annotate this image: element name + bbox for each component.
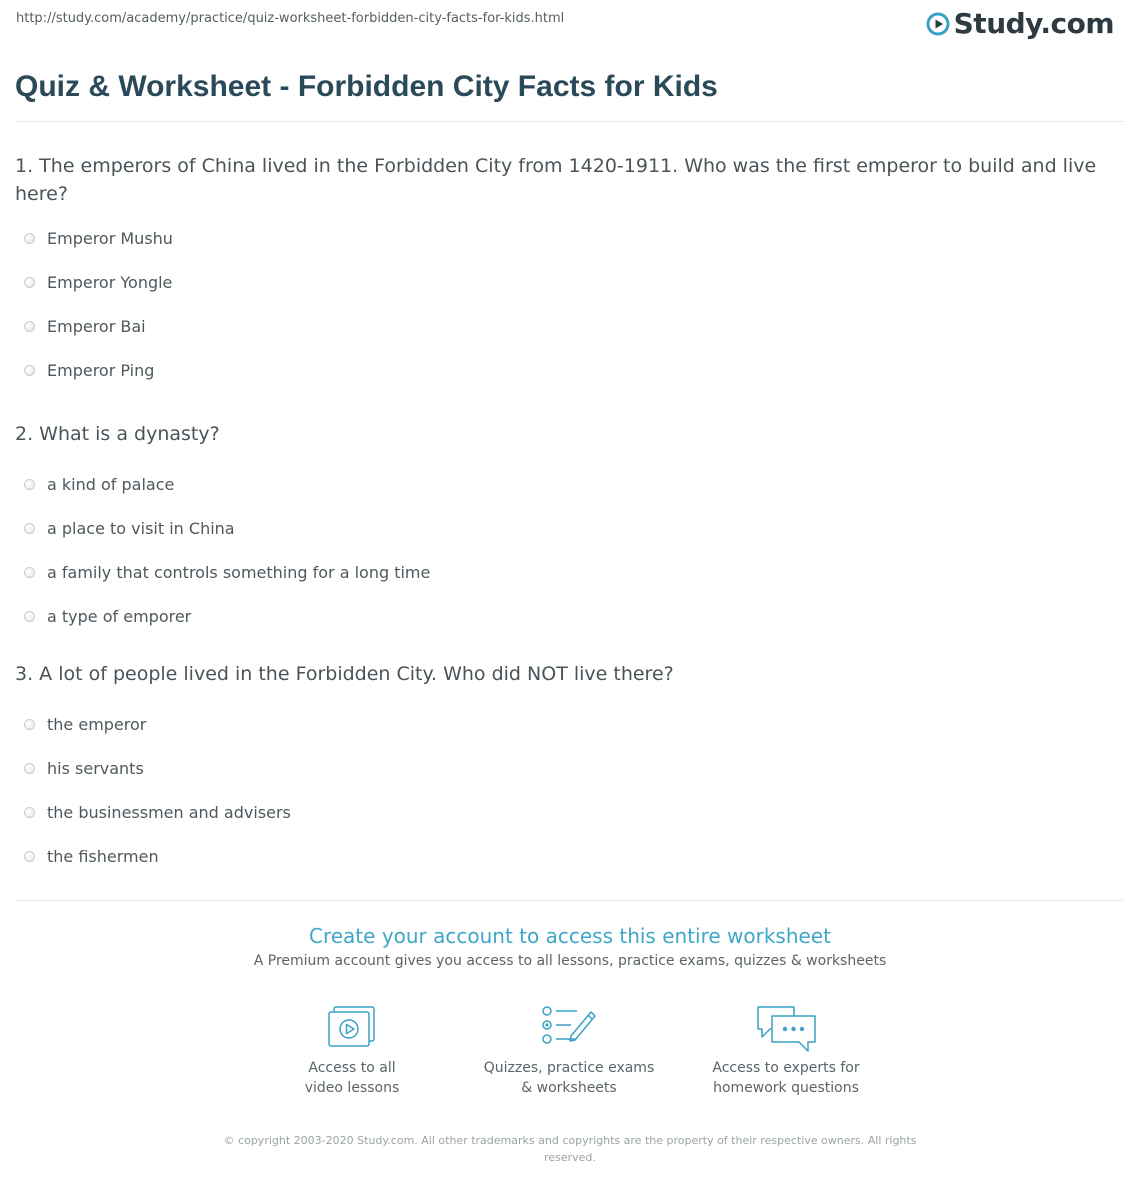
- answer-option[interactable]: [15, 834, 1125, 878]
- answer-label: a type of emporer: [47, 606, 192, 626]
- answer-label: Emperor Ping: [47, 360, 155, 380]
- feature-label: Quizzes, practice exams & worksheets: [483, 1060, 655, 1096]
- answer-label: a kind of palace: [47, 474, 175, 494]
- answer-options: [15, 216, 1125, 392]
- answer-label: the fishermen: [47, 846, 159, 866]
- answer-option[interactable]: [15, 702, 1125, 746]
- question-1: [15, 152, 1125, 392]
- question-3: [15, 660, 1125, 878]
- answer-option[interactable]: [15, 550, 1125, 594]
- radio-button[interactable]: [24, 277, 35, 288]
- answer-label: a place to visit in China: [47, 518, 235, 538]
- chat-bubbles-icon: [754, 1004, 818, 1054]
- answer-option[interactable]: [15, 304, 1125, 348]
- answer-label: his servants: [47, 758, 144, 778]
- feature-label: Access to all video lessons: [304, 1060, 400, 1096]
- feature-label: Access to experts for homework questions: [712, 1060, 860, 1096]
- logo-text: Study.com: [953, 7, 1114, 40]
- radio-button[interactable]: [24, 479, 35, 490]
- radio-button[interactable]: [24, 763, 35, 774]
- radio-button[interactable]: [24, 611, 35, 622]
- feature-quizzes: [469, 1004, 669, 1098]
- cta-title[interactable]: Create your account to access this entire worksheet: [309, 924, 831, 948]
- answer-option[interactable]: [15, 260, 1125, 304]
- play-circle-icon: [926, 12, 950, 36]
- cta-subtitle: A Premium account gives you access to all lessons, practice exams, quizzes & worksheets: [253, 953, 887, 969]
- copyright-footer: © copyright 2003-2020 Study.com. All other trademarks and copyrights are the property of their respective owners. All rights reserved.: [223, 1134, 917, 1164]
- answer-label: a family that controls something for a long time: [47, 562, 431, 582]
- radio-button[interactable]: [24, 567, 35, 578]
- quiz-checklist-icon: [541, 1004, 597, 1048]
- radio-button[interactable]: [24, 807, 35, 818]
- answer-option[interactable]: [15, 216, 1125, 260]
- radio-button[interactable]: [24, 719, 35, 730]
- answer-options: [15, 462, 1125, 638]
- answer-option[interactable]: [15, 506, 1125, 550]
- answer-option[interactable]: [15, 462, 1125, 506]
- divider: [15, 900, 1124, 901]
- radio-button[interactable]: [24, 523, 35, 534]
- study-logo[interactable]: [926, 8, 1114, 40]
- answer-label: Emperor Mushu: [47, 228, 173, 248]
- answer-label: Emperor Bai: [47, 316, 146, 336]
- answer-label: the emperor: [47, 714, 147, 734]
- answer-option[interactable]: [15, 594, 1125, 638]
- question-text: 1. The emperors of China lived in the Forbidden City from 1420-1911. Who was the first emperor to build and live here?: [15, 155, 1097, 205]
- divider: [15, 121, 1124, 122]
- radio-button[interactable]: [24, 365, 35, 376]
- question-text: 2. What is a dynasty?: [15, 423, 220, 445]
- answer-label: the businessmen and advisers: [47, 802, 291, 822]
- page-title: Quiz & Worksheet - Forbidden City Facts for Kids: [15, 70, 718, 103]
- radio-button[interactable]: [24, 233, 35, 244]
- answer-options: [15, 702, 1125, 878]
- answer-option[interactable]: [15, 790, 1125, 834]
- radio-button[interactable]: [24, 321, 35, 332]
- answer-option[interactable]: [15, 348, 1125, 392]
- feature-experts: [686, 1004, 886, 1098]
- feature-video-lessons: [252, 1004, 452, 1098]
- page-url: http://study.com/academy/practice/quiz-worksheet-forbidden-city-facts-for-kids.html: [16, 11, 565, 26]
- question-2: [15, 420, 1125, 638]
- video-lessons-icon: [326, 1004, 378, 1048]
- answer-label: Emperor Yongle: [47, 272, 173, 292]
- radio-button[interactable]: [24, 851, 35, 862]
- answer-option[interactable]: [15, 746, 1125, 790]
- question-text: 3. A lot of people lived in the Forbidden City. Who did NOT live there?: [15, 663, 674, 685]
